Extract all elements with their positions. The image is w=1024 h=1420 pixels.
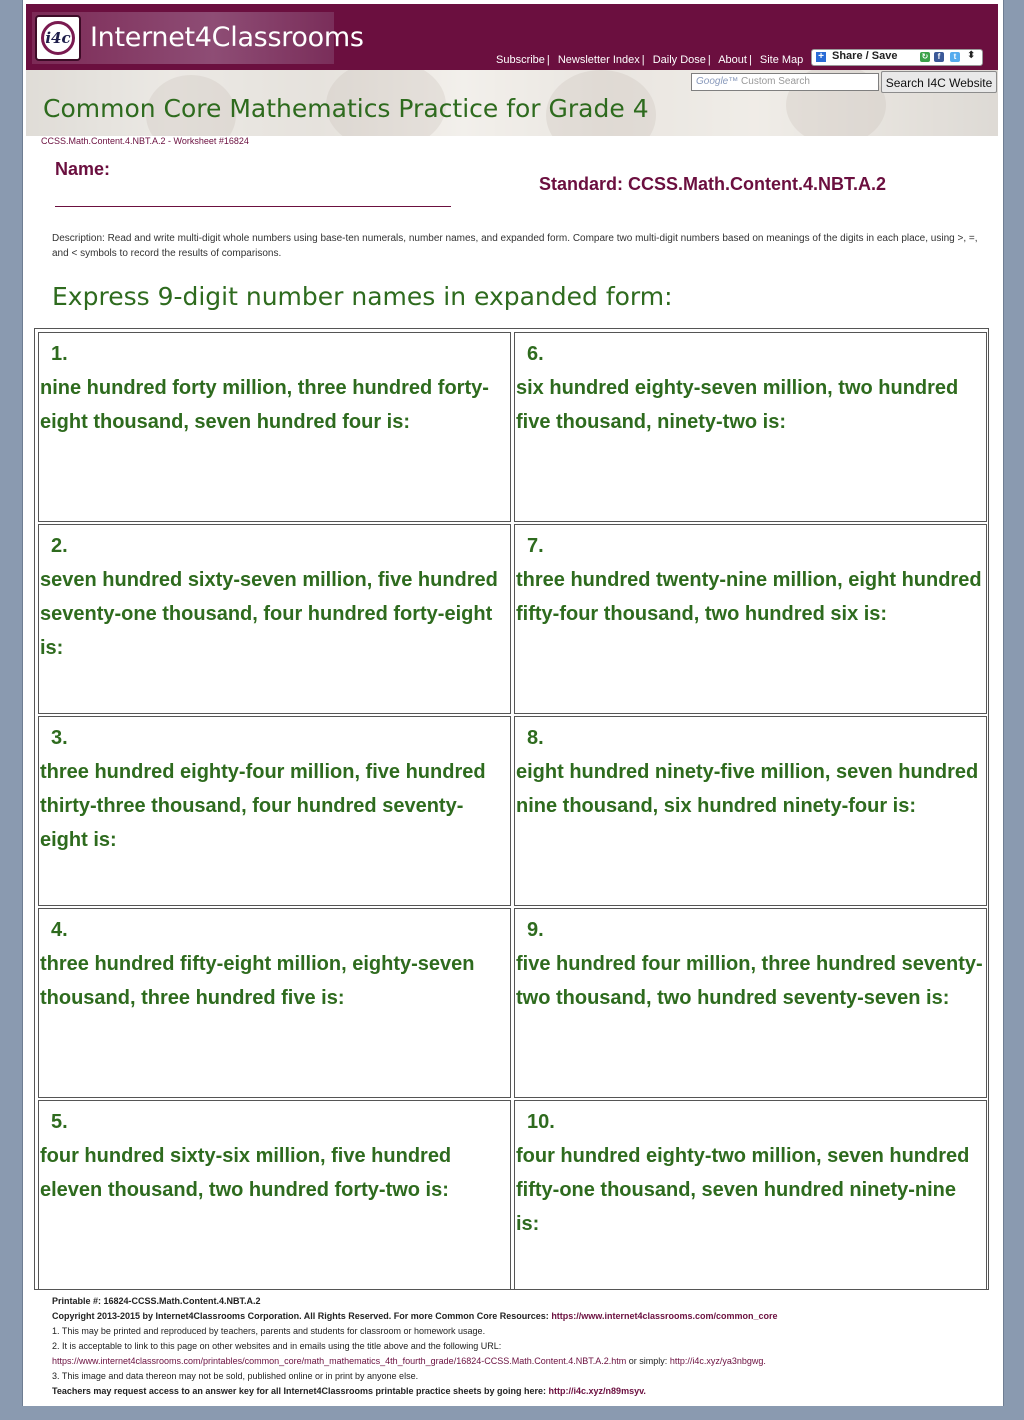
problem-cell xyxy=(514,332,987,522)
problem-number: 5. xyxy=(51,1111,68,1133)
logo-text: Internet4Classrooms xyxy=(90,22,364,53)
note-1: 1. This may be printed and reproduced by teachers, parents and students for classroom or homework usage. xyxy=(52,1326,486,1336)
problem-number: 6. xyxy=(527,343,544,365)
share-save-button[interactable] xyxy=(811,49,983,66)
search-placeholder: Custom Search xyxy=(741,76,810,87)
instruction-heading: Express 9-digit number names in expanded form: xyxy=(52,282,673,311)
problem-number: 3. xyxy=(51,727,68,749)
copyright-text: Copyright 2013-2015 by Internet4Classrooms Corporation. All Rights Reserved. For more Common Core Resources: xyxy=(52,1311,549,1321)
or-simply-text: or simply: xyxy=(628,1356,668,1366)
share-plus-icon: + xyxy=(816,52,826,62)
search-button[interactable]: Search I4C Website xyxy=(881,71,997,93)
problem-number: 4. xyxy=(51,919,68,941)
footer xyxy=(52,1294,992,1399)
note-3: 3. This image and data thereon may not be sold, published online or in print by anyone else. xyxy=(52,1371,419,1381)
worksheet-url-link[interactable]: https://www.internet4classrooms.com/printables/common_core/math_mathematics_4th_fourth_grade/16824-CCSS.Math.Content.4.NBT.A.2.htm xyxy=(52,1356,627,1366)
problem-cell xyxy=(38,524,511,714)
problem-number: 7. xyxy=(527,535,544,557)
name-label: Name: xyxy=(55,159,111,179)
facebook-icon: f xyxy=(934,52,944,62)
share-label: Share / Save xyxy=(832,50,898,62)
problem-cell xyxy=(38,716,511,906)
nav-about[interactable]: About xyxy=(718,54,747,66)
share-email-icon: ↻ xyxy=(921,52,929,61)
problem-cell xyxy=(38,908,511,1098)
breadcrumb: CCSS.Math.Content.4.NBT.A.2 - Worksheet #16824 xyxy=(41,136,249,146)
problem-cell xyxy=(38,332,511,522)
problem-text: eight hundred ninety-five million, seven hundred nine thousand, six hundred ninety-four is: xyxy=(516,761,979,817)
problem-cell xyxy=(514,716,987,906)
problem-text: three hundred twenty-nine million, eight hundred fifty-four thousand, two hundred six is: xyxy=(516,569,982,625)
problem-number: 1. xyxy=(51,343,68,365)
nav-subscribe[interactable]: Subscribe xyxy=(496,54,545,66)
standard-label: Standard: CCSS.Math.Content.4.NBT.A.2 xyxy=(539,174,887,194)
nav-site-map[interactable]: Site Map xyxy=(759,54,804,66)
site-logo[interactable] xyxy=(32,12,364,64)
nav-daily-dose[interactable]: Daily Dose xyxy=(652,54,706,66)
problem-text: four hundred eighty-two million, seven hundred fifty-one thousand, seven hundred ninety-nine is: xyxy=(516,1145,970,1235)
problem-cell xyxy=(38,1100,511,1290)
problem-text: five hundred four million, three hundred seventy-two thousand, two hundred seventy-seven is: xyxy=(516,953,983,1009)
site-header xyxy=(26,4,998,70)
search-input[interactable] xyxy=(691,73,879,91)
note-2: 2. It is acceptable to link to this page on other websites and in emails using the title above and the following URL: xyxy=(52,1341,502,1351)
problem-text: three hundred eighty-four million, five hundred thirty-three thousand, four hundred seventy-eight is: xyxy=(40,761,486,851)
problem-number: 2. xyxy=(51,535,68,557)
problem-number: 8. xyxy=(527,727,544,749)
answer-key-link[interactable]: http://i4c.xyz/n89msyv. xyxy=(548,1386,646,1396)
hero-banner xyxy=(26,70,998,136)
problem-cell xyxy=(514,524,987,714)
name-line xyxy=(55,206,451,207)
problem-text: seven hundred sixty-seven million, five hundred seventy-one thousand, four hundred forty-eight is: xyxy=(40,569,498,659)
page xyxy=(22,0,1004,1406)
problems-table xyxy=(34,328,989,1290)
i4c-logo-icon: i4c xyxy=(35,15,81,61)
twitter-icon: t xyxy=(950,52,960,62)
problem-cell xyxy=(514,908,987,1098)
problem-cell xyxy=(514,1100,987,1290)
problem-number: 9. xyxy=(527,919,544,941)
answer-key-text: Teachers may request access to an answer key for all Internet4Classrooms printable practice sheets by going here: xyxy=(52,1386,547,1396)
problem-text: six hundred eighty-seven million, two hundred five thousand, ninety-two is: xyxy=(516,377,959,433)
page-title: Common Core Mathematics Practice for Grade 4 xyxy=(43,94,649,123)
problem-text: three hundred fifty-eight million, eighty-seven thousand, three hundred five is: xyxy=(40,953,475,1009)
top-nav: Subscribe | Newsletter Index | Daily Dose | About | Site Map xyxy=(496,54,804,66)
problem-number: 10. xyxy=(527,1111,555,1133)
share-dropdown-icon: ⬍ xyxy=(967,50,976,61)
common-core-link[interactable]: https://www.internet4classrooms.com/common_core xyxy=(551,1311,778,1321)
printable-number: Printable #: 16824-CCSS.Math.Content.4.NBT.A.2 xyxy=(52,1296,261,1306)
problem-text: nine hundred forty million, three hundred forty-eight thousand, seven hundred four is: xyxy=(40,377,489,433)
description: Description: Read and write multi-digit whole numbers using base-ten numerals, number names, and expanded form. Compare two multi-digit numbers based on meanings of the digits in each place, using >, =, and < symbols to record the results of comparisons. xyxy=(52,233,978,259)
short-url-link[interactable]: http://i4c.xyz/ya3nbgwg. xyxy=(669,1356,766,1366)
problem-text: four hundred sixty-six million, five hundred eleven thousand, two hundred forty-two is: xyxy=(40,1145,452,1201)
google-brand: Google™ xyxy=(696,76,739,87)
nav-newsletter-index[interactable]: Newsletter Index xyxy=(557,54,640,66)
